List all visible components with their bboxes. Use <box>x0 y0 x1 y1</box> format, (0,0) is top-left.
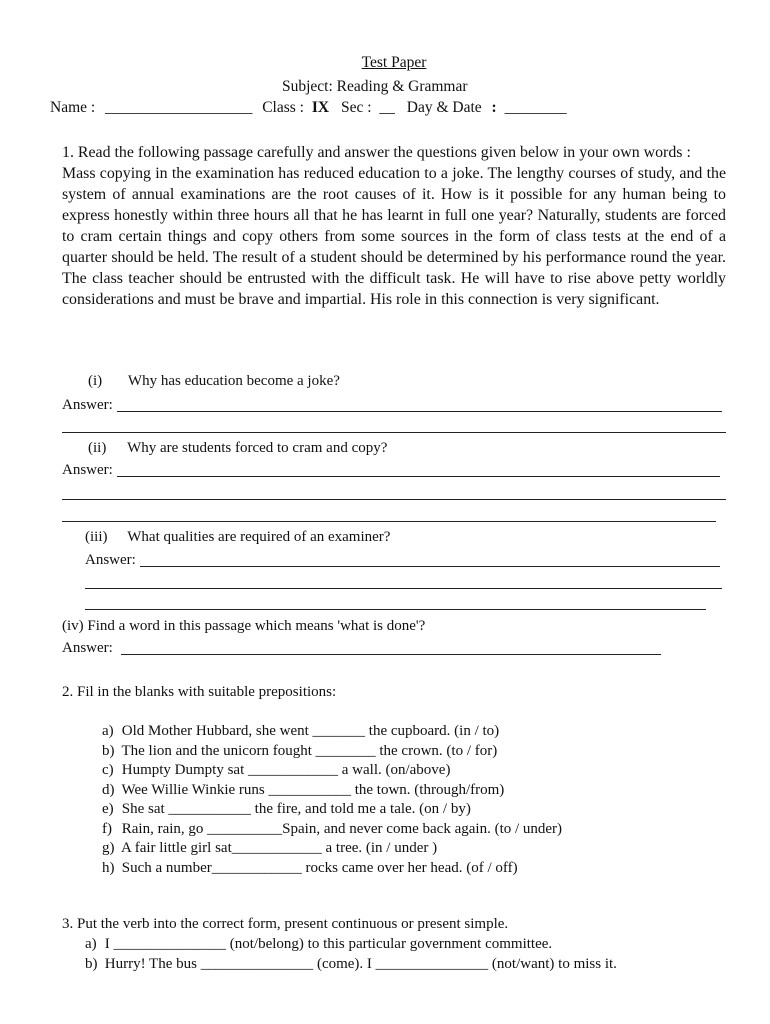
item-text: Wee Willie Winkie runs ___________ the town. (through/from) <box>121 781 505 798</box>
item-text: Old Mother Hubbard, she went _______ the cupboard. (in / to) <box>121 723 500 739</box>
answer-label-iii: Answer: <box>85 552 136 568</box>
question-iii <box>85 529 390 546</box>
date-colon: : <box>491 99 497 116</box>
answer-label-i: Answer: <box>62 397 113 413</box>
item-text: I _______________ (not/belong) to this particular government committee. <box>104 936 553 952</box>
student-info-line <box>50 99 567 117</box>
item-text: Rain, rain, go __________Spain, and never come back again. (to / under) <box>121 820 563 837</box>
list-item <box>102 722 562 742</box>
item-label: f) <box>102 820 112 837</box>
answer-line[interactable] <box>62 499 726 500</box>
list-item <box>102 820 562 840</box>
question-text: Why has education become a joke? <box>127 373 340 389</box>
item-text: Such a number____________ rocks came over her head. (of / off) <box>121 859 518 876</box>
question-num: (ii) <box>88 440 107 456</box>
item-text: The lion and the unicorn fought ________ the crown. (to / for) <box>121 742 498 759</box>
q3-list <box>85 935 617 974</box>
subject-line: Subject: Reading & Grammar <box>282 78 468 95</box>
answer-line[interactable] <box>140 566 720 567</box>
list-item <box>85 955 617 975</box>
answer-line[interactable] <box>85 588 722 589</box>
item-label: a) <box>85 936 97 952</box>
item-label: d) <box>102 781 115 798</box>
question-text: Find a word in this passage which means 'what is done'? <box>87 618 426 634</box>
item-label: c) <box>102 762 114 778</box>
q2-list <box>102 722 562 878</box>
answer-line[interactable] <box>121 654 661 655</box>
list-item <box>102 839 562 859</box>
name-label: Name : <box>50 99 96 116</box>
name-blank[interactable]: ___________________ <box>105 99 253 116</box>
answer-line[interactable] <box>117 476 720 477</box>
sec-blank[interactable]: __ <box>379 99 395 116</box>
q2-instruction: 2. Fil in the blanks with suitable prepositions: <box>62 684 337 700</box>
list-item <box>85 935 617 955</box>
answer-label-ii: Answer: <box>62 462 113 478</box>
list-item <box>102 742 562 762</box>
date-label: Day & Date <box>406 99 482 116</box>
answer-line[interactable] <box>62 521 716 522</box>
q1-passage: Mass copying in the examination has reduced education to a joke. The lengthy courses of study, and the system of annual examinations are the root causes of it. How is it possible for any human being to express honestly within three hours all that he has learnt in full one year? Naturally, students are forced to cram certain things and copy others from some sources in the form of class tests at the end of a quarter should be held. The result of a student should be determined by his performance round the year. The class teacher should be entrusted with the difficult task. He will have to rise above petty worldly considerations and must be brave and impartial. His role in this connection is very significant. <box>62 165 726 308</box>
item-text: A fair little girl sat____________ a tree. (in / under ) <box>120 840 438 856</box>
item-label: b) <box>102 742 115 759</box>
item-label: g) <box>102 840 115 856</box>
answer-line[interactable] <box>62 432 726 433</box>
q3-instruction: 3. Put the verb into the correct form, present continuous or present simple. <box>62 916 509 932</box>
answer-line[interactable] <box>85 609 706 610</box>
question-ii <box>88 440 387 457</box>
item-text: Humpty Dumpty sat ____________ a wall. (on/above) <box>121 762 451 778</box>
list-item <box>102 859 562 879</box>
item-label: e) <box>102 801 114 817</box>
class-label: Class : <box>262 99 304 116</box>
item-text: Hurry! The bus _______________ (come). I _______________ (not/want) to miss it. <box>104 955 617 972</box>
q1-block <box>62 142 726 310</box>
item-text: She sat ___________ the fire, and told me a tale. (on / by) <box>121 801 471 817</box>
question-num: (iii) <box>85 529 108 545</box>
question-iv <box>62 618 425 635</box>
list-item <box>102 781 562 801</box>
sec-label: Sec : <box>340 99 372 116</box>
answer-line[interactable] <box>117 411 722 412</box>
question-num: (i) <box>88 373 103 389</box>
item-label: h) <box>102 859 115 876</box>
class-value: IX <box>311 99 330 116</box>
q1-instruction: 1. Read the following passage carefully and answer the questions given below in your own words : <box>62 144 691 161</box>
list-item <box>102 761 562 781</box>
question-num: (iv) <box>62 618 84 634</box>
question-text: Why are students forced to cram and copy? <box>127 440 388 456</box>
question-text: What qualities are required of an examiner? <box>127 529 391 545</box>
answer-label-iv: Answer: <box>62 640 113 656</box>
page-title: Test Paper <box>361 54 427 71</box>
list-item <box>102 800 562 820</box>
item-label: b) <box>85 955 98 972</box>
date-blank[interactable]: ________ <box>504 99 567 116</box>
item-label: a) <box>102 723 114 739</box>
question-i <box>88 373 340 390</box>
